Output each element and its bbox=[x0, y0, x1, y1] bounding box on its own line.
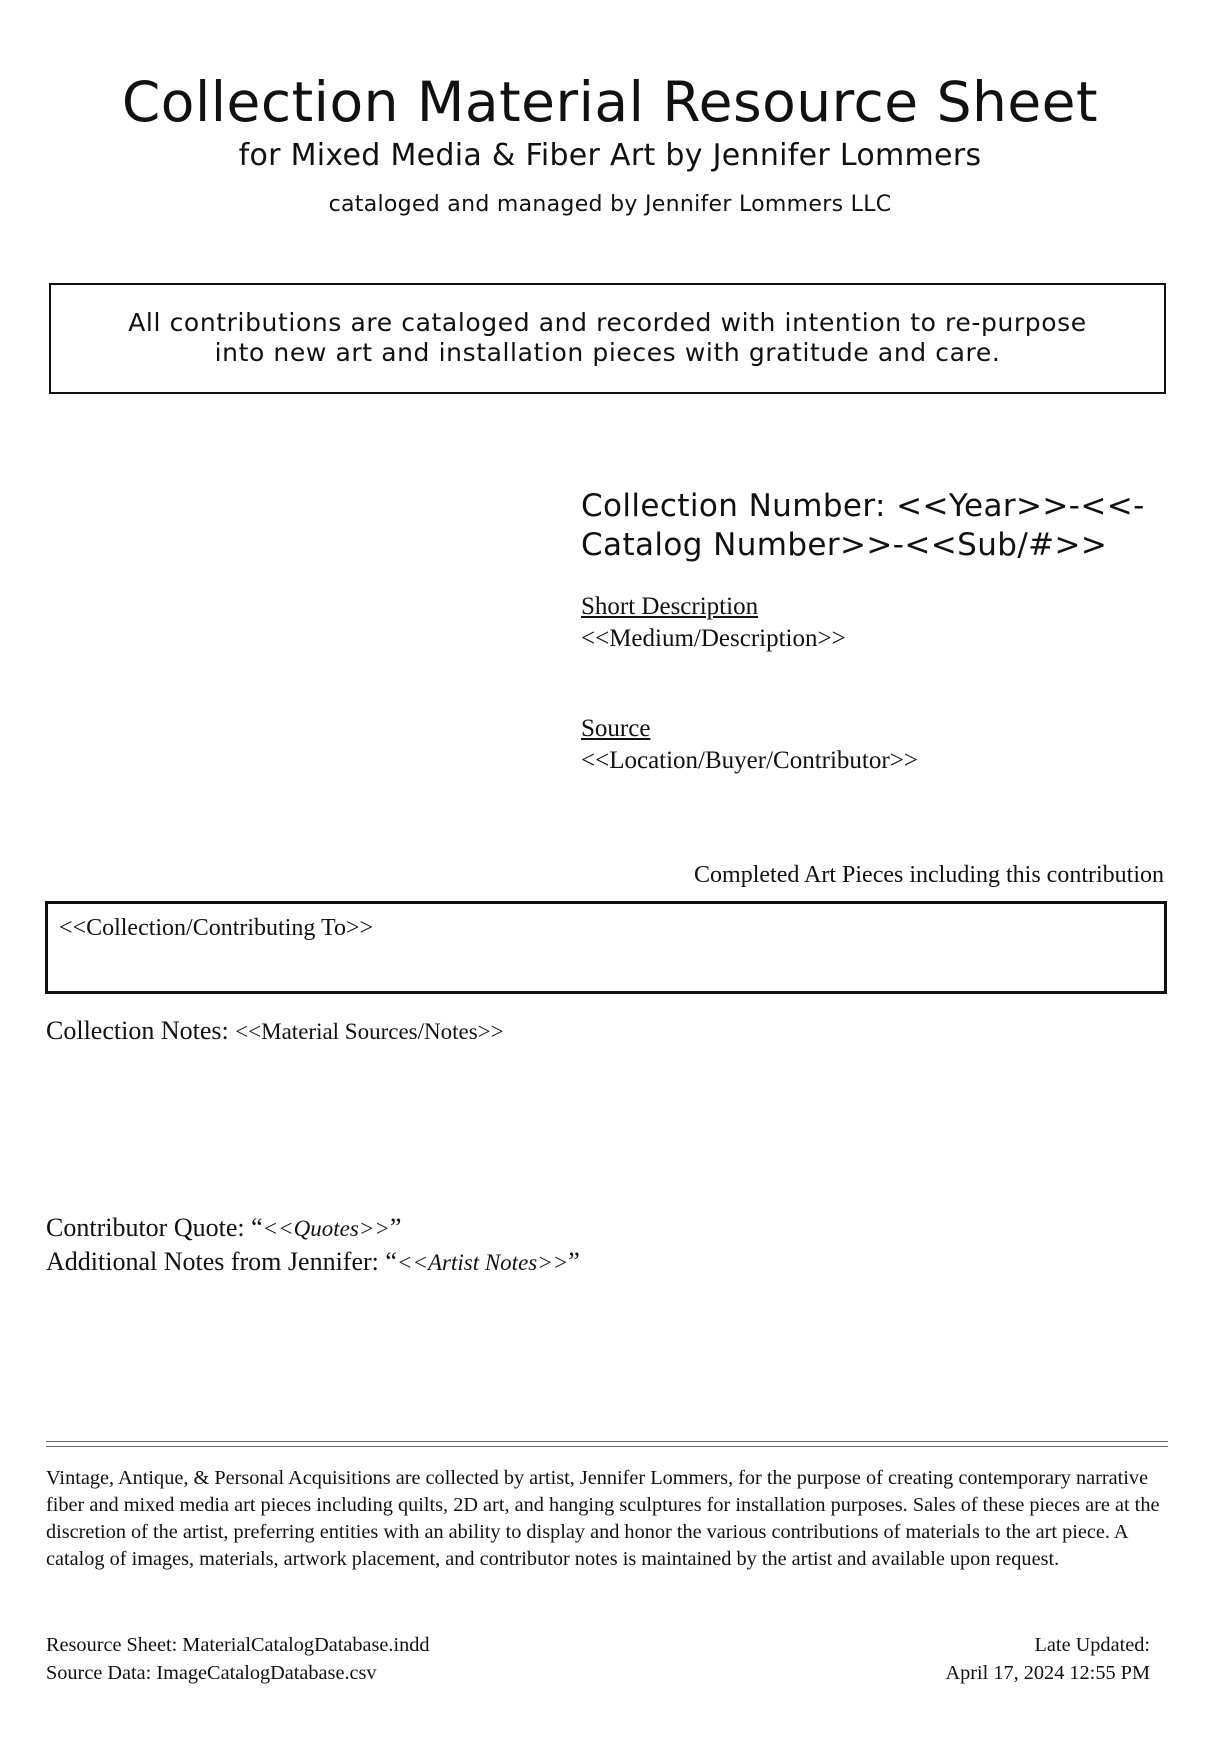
short-description-label: Short Description bbox=[581, 593, 759, 620]
quotes-section bbox=[46, 1211, 580, 1279]
file-info bbox=[46, 1631, 430, 1687]
short-description-section bbox=[581, 591, 1181, 655]
catalog-info bbox=[581, 487, 1181, 777]
intent-line-1: All contributions are cataloged and recorded with intention to re-purpose bbox=[128, 308, 1087, 337]
additional-notes-label: Additional Notes from Jennifer: “ bbox=[46, 1247, 397, 1276]
contributor-quote-close: ” bbox=[389, 1213, 402, 1242]
managed-by-line: cataloged and managed by Jennifer Lommers LLC bbox=[328, 192, 892, 217]
update-info bbox=[945, 1631, 1150, 1687]
intent-line-2: into new art and installation pieces with gratitude and care. bbox=[214, 338, 1001, 367]
collection-number bbox=[581, 487, 1181, 565]
completed-pieces-value: <<Collection/Contributing To>> bbox=[59, 915, 374, 941]
completed-pieces-label: Completed Art Pieces including this contribution bbox=[694, 862, 1164, 888]
additional-notes bbox=[46, 1245, 580, 1279]
footer-divider-top bbox=[46, 1441, 1168, 1442]
short-description-value: <<Medium/Description>> bbox=[581, 625, 846, 652]
page-subtitle: for Mixed Media & Fiber Art by Jennifer Lommers bbox=[238, 138, 982, 173]
collection-number-line-2: Catalog Number>>-<<Sub/#>> bbox=[581, 527, 1108, 563]
completed-pieces-box bbox=[45, 901, 1167, 994]
collection-notes bbox=[46, 1015, 504, 1048]
source-section bbox=[581, 713, 1181, 777]
intent-statement-box bbox=[49, 283, 1166, 394]
additional-notes-close: ” bbox=[568, 1247, 580, 1276]
footer-paragraph: Vintage, Antique, & Personal Acquisitions are collected by artist, Jennifer Lommers, for the purpose of creating contemporary narrative fiber and mixed media art pieces including quilts, 2D art, and hanging sculptures for installation purposes. Sales of these pieces are at the discretion of the artist, preferring entities with an ability to display and honor the various contributions of materials to the art piece. A catalog of images, materials, artwork placement, and contributor notes is maintained by the artist and available upon request. bbox=[46, 1467, 1160, 1570]
collection-notes-label: Collection Notes: bbox=[46, 1016, 236, 1045]
footer-divider-bottom bbox=[46, 1446, 1168, 1447]
resource-sheet-line: Resource Sheet: MaterialCatalogDatabase.indd bbox=[46, 1634, 430, 1656]
source-data-line: Source Data: ImageCatalogDatabase.csv bbox=[46, 1662, 377, 1684]
additional-notes-value: <<Artist Notes>> bbox=[396, 1250, 569, 1275]
page-header bbox=[0, 70, 1220, 220]
contributor-quote bbox=[46, 1211, 580, 1245]
source-value: <<Location/Buyer/Contributor>> bbox=[581, 747, 918, 774]
contributor-quote-label: Contributor Quote: “ bbox=[46, 1213, 263, 1242]
source-label: Source bbox=[581, 715, 651, 742]
contributor-quote-value: <<Quotes>> bbox=[262, 1216, 390, 1241]
collection-number-line-1: Collection Number: <<Year>>-<<- bbox=[581, 488, 1145, 524]
updated-label: Late Updated: bbox=[1034, 1634, 1150, 1656]
collection-notes-value: <<Material Sources/Notes>> bbox=[235, 1019, 504, 1044]
updated-value: April 17, 2024 12:55 PM bbox=[945, 1662, 1150, 1684]
page-title: Collection Material Resource Sheet bbox=[121, 70, 1099, 134]
